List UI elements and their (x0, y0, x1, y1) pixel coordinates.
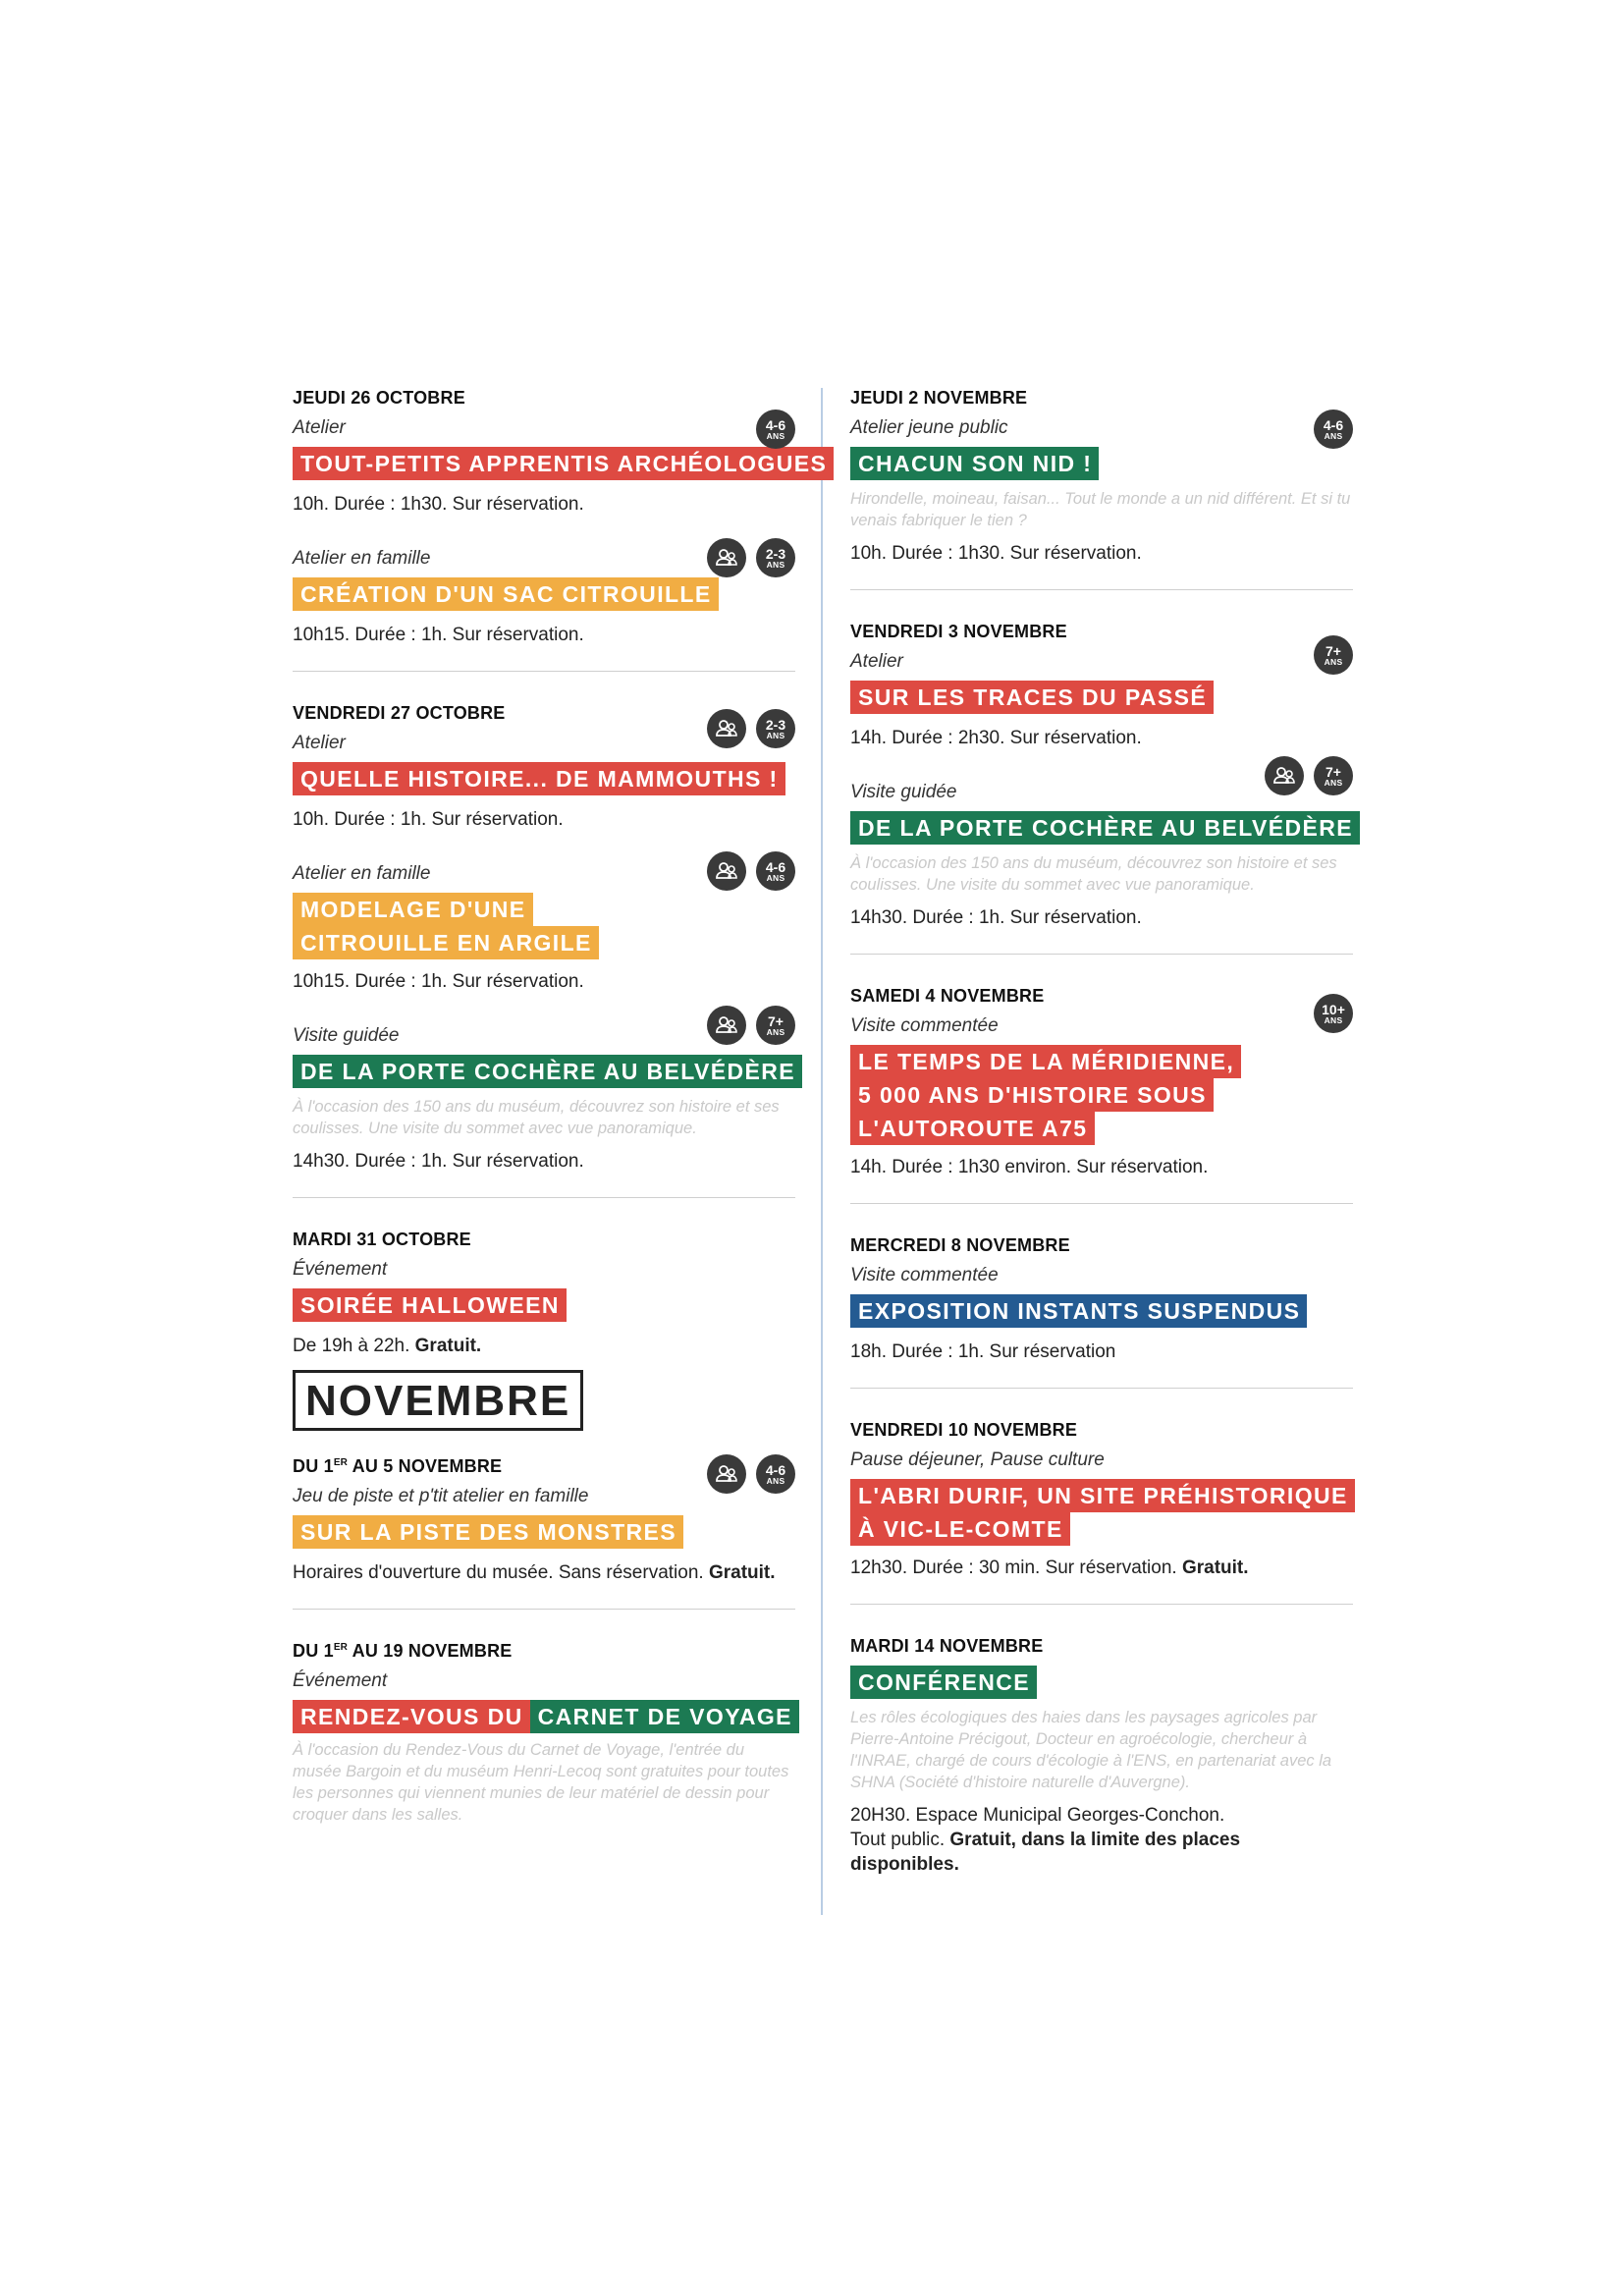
event-type: Atelier en famille (293, 548, 431, 569)
event-title: EXPOSITION INSTANTS SUSPENDUS (850, 1294, 1307, 1328)
event-traces-passe (850, 622, 1353, 750)
event-info: 20H30. Espace Municipal Georges-Conchon. Tout public. Gratuit, dans la limite des places disponibles. (850, 1805, 1241, 1875)
event-title-line: À VIC-LE-COMTE (850, 1512, 1070, 1546)
separator (850, 954, 1353, 955)
event-info: 10h. Durée : 1h30. Sur réservation. (293, 494, 584, 515)
family-icon (707, 1006, 746, 1045)
event-title-part: CARNET DE VOYAGE (530, 1700, 799, 1733)
badges (707, 709, 795, 748)
separator (293, 1609, 795, 1610)
separator (850, 589, 1353, 590)
event-title-line: MODELAGE D'UNE (293, 893, 533, 926)
event-date: VENDREDI 10 NOVEMBRE (850, 1420, 1078, 1440)
badges (707, 1006, 795, 1045)
event-title-part: RENDEZ-VOUS DU (293, 1700, 530, 1733)
month-heading: NOVEMBRE (293, 1370, 583, 1431)
separator (850, 1203, 1353, 1204)
event-date: DU 1ER AU 5 NOVEMBRE (293, 1456, 503, 1476)
left-column (293, 388, 828, 1830)
badges (707, 538, 795, 577)
separator (850, 1604, 1353, 1605)
event-title (850, 1045, 1353, 1145)
event-date: JEUDI 2 NOVEMBRE (850, 388, 1028, 408)
event-info: 18h. Durée : 1h. Sur réservation (850, 1341, 1116, 1362)
event-porte-cochere (293, 1012, 795, 1174)
separator (293, 1197, 795, 1198)
badges (707, 1454, 795, 1494)
event-porte-cochere-2 (850, 763, 1353, 930)
family-icon (707, 1454, 746, 1494)
event-title: SUR LA PISTE DES MONSTRES (293, 1515, 683, 1549)
event-type: Visite guidée (293, 1025, 400, 1046)
event-meridienne (850, 986, 1353, 1179)
age-badge: 4-6 ANS (1314, 410, 1353, 449)
event-date: MARDI 14 NOVEMBRE (850, 1636, 1044, 1656)
right-column (850, 388, 1353, 1877)
age-badge: 4-6 ANS (756, 851, 795, 891)
event-title: DE LA PORTE COCHÈRE AU BELVÉDÈRE (293, 1055, 802, 1088)
event-description: À l'occasion des 150 ans du muséum, découvrez son histoire et ses coulisses. Une visite du sommet avec vue panoramique. (850, 854, 1337, 894)
family-icon (707, 709, 746, 748)
event-date: VENDREDI 3 NOVEMBRE (850, 622, 1067, 641)
event-info: 10h. Durée : 1h. Sur réservation. (293, 809, 564, 830)
event-chacun-son-nid (850, 388, 1353, 566)
event-date: MERCREDI 8 NOVEMBRE (850, 1235, 1070, 1255)
event-info: 10h15. Durée : 1h. Sur réservation. (293, 625, 584, 645)
event-info: Horaires d'ouverture du musée. Sans réservation. Gratuit. (293, 1562, 776, 1583)
separator (850, 1388, 1353, 1389)
event-title: SOIRÉE HALLOWEEN (293, 1288, 567, 1322)
event-type: Atelier jeune public (850, 417, 1008, 438)
event-type: Jeu de piste et p'tit atelier en famille (293, 1486, 589, 1506)
event-date: VENDREDI 27 OCTOBRE (293, 703, 506, 723)
event-title-line: L'AUTOROUTE A75 (850, 1112, 1095, 1145)
event-conference (850, 1636, 1353, 1877)
event-type: Événement (293, 1259, 388, 1280)
event-title: QUELLE HISTOIRE... DE MAMMOUTHS ! (293, 762, 785, 795)
event-info: 14h30. Durée : 1h. Sur réservation. (293, 1151, 584, 1172)
event-title-line: CITROUILLE EN ARGILE (293, 926, 599, 959)
age-badge: 4-6 ANS (756, 410, 795, 449)
event-title (293, 893, 795, 959)
family-icon (707, 851, 746, 891)
event-abri-durif (850, 1420, 1353, 1580)
age-badge: 7+ ANS (756, 1006, 795, 1045)
event-tout-petits (293, 388, 828, 517)
event-title-line: L'ABRI DURIF, UN SITE PRÉHISTORIQUE (850, 1479, 1355, 1512)
event-info: De 19h à 22h. Gratuit. (293, 1336, 482, 1356)
event-carnet-voyage (293, 1641, 795, 1826)
event-type: Atelier en famille (293, 863, 431, 884)
event-info: 14h30. Durée : 1h. Sur réservation. (850, 907, 1142, 928)
event-type: Visite commentée (850, 1015, 999, 1036)
badges (1314, 410, 1353, 449)
event-title: CHACUN SON NID ! (850, 447, 1099, 480)
column-divider (821, 388, 823, 1915)
age-badge: 7+ ANS (1314, 635, 1353, 675)
age-badge: 10+ ANS (1314, 994, 1353, 1033)
event-date: JEUDI 26 OCTOBRE (293, 388, 465, 408)
event-title (850, 1479, 1353, 1546)
event-title-line: LE TEMPS DE LA MÉRIDIENNE, (850, 1045, 1241, 1078)
badges (1314, 635, 1353, 675)
event-description: Hirondelle, moineau, faisan... Tout le monde a un nid différent. Et si tu venais fabriquer le tien ? (850, 490, 1351, 529)
event-description: À l'occasion des 150 ans du muséum, découvrez son histoire et ses coulisses. Une visite du sommet avec vue panoramique. (293, 1098, 780, 1137)
family-icon (707, 538, 746, 577)
event-info: 10h. Durée : 1h30. Sur réservation. (850, 543, 1142, 564)
event-title: DE LA PORTE COCHÈRE AU BELVÉDÈRE (850, 811, 1360, 845)
event-title (293, 1700, 795, 1733)
badges (756, 410, 795, 449)
event-type: Atelier (293, 733, 346, 753)
event-type: Événement (293, 1670, 388, 1691)
event-info: 14h. Durée : 2h30. Sur réservation. (850, 728, 1142, 748)
event-info: 12h30. Durée : 30 min. Sur réservation. Gratuit. (850, 1558, 1249, 1578)
age-badge: 2-3 ANS (756, 538, 795, 577)
event-type: Visite commentée (850, 1265, 999, 1285)
event-date: MARDI 31 OCTOBRE (293, 1230, 471, 1249)
event-type: Atelier (293, 417, 346, 438)
badges (1265, 756, 1353, 795)
badges (1314, 994, 1353, 1033)
event-type: Atelier (850, 651, 903, 672)
event-modelage (293, 858, 795, 994)
age-badge: 7+ ANS (1314, 756, 1353, 795)
event-info: 10h15. Durée : 1h. Sur réservation. (293, 971, 584, 992)
event-piste-monstres (293, 1456, 795, 1585)
event-title: CRÉATION D'UN SAC CITROUILLE (293, 577, 719, 611)
event-title: SUR LES TRACES DU PASSÉ (850, 681, 1214, 714)
separator (293, 671, 795, 672)
event-halloween (293, 1230, 795, 1358)
event-mammouths (293, 703, 795, 832)
event-date: DU 1ER AU 19 NOVEMBRE (293, 1641, 513, 1661)
event-sac-citrouille (293, 545, 795, 647)
event-type: Visite guidée (850, 782, 957, 802)
event-info: 14h. Durée : 1h30 environ. Sur réservation. (850, 1157, 1209, 1177)
age-badge: 4-6 ANS (756, 1454, 795, 1494)
age-badge: 2-3 ANS (756, 709, 795, 748)
event-date: SAMEDI 4 NOVEMBRE (850, 986, 1045, 1006)
event-title-line: 5 000 ANS D'HISTOIRE SOUS (850, 1078, 1214, 1112)
event-description: Les rôles écologiques des haies dans les paysages agricoles par Pierre-Antoine Précigout, Docteur en agroécologie, chercheur à l'INRAE, chargé de cours d'écologie à l'ENS, en partenariat avec la SHNA (Société d'histoire naturelle d'Auvergne). (850, 1709, 1332, 1791)
family-icon (1265, 756, 1304, 795)
event-title: CONFÉRENCE (850, 1666, 1037, 1699)
event-title: TOUT-PETITS APPRENTIS ARCHÉOLOGUES (293, 447, 834, 480)
badges (707, 851, 795, 891)
event-instants-suspendus (850, 1235, 1353, 1364)
event-type: Pause déjeuner, Pause culture (850, 1449, 1105, 1470)
event-description: À l'occasion du Rendez-Vous du Carnet de Voyage, l'entrée du musée Bargoin et du muséum Henri-Lecoq sont gratuites pour toutes les personnes qui viennent munies de leur matériel de dessin pour croquer dans les salles. (293, 1741, 789, 1824)
